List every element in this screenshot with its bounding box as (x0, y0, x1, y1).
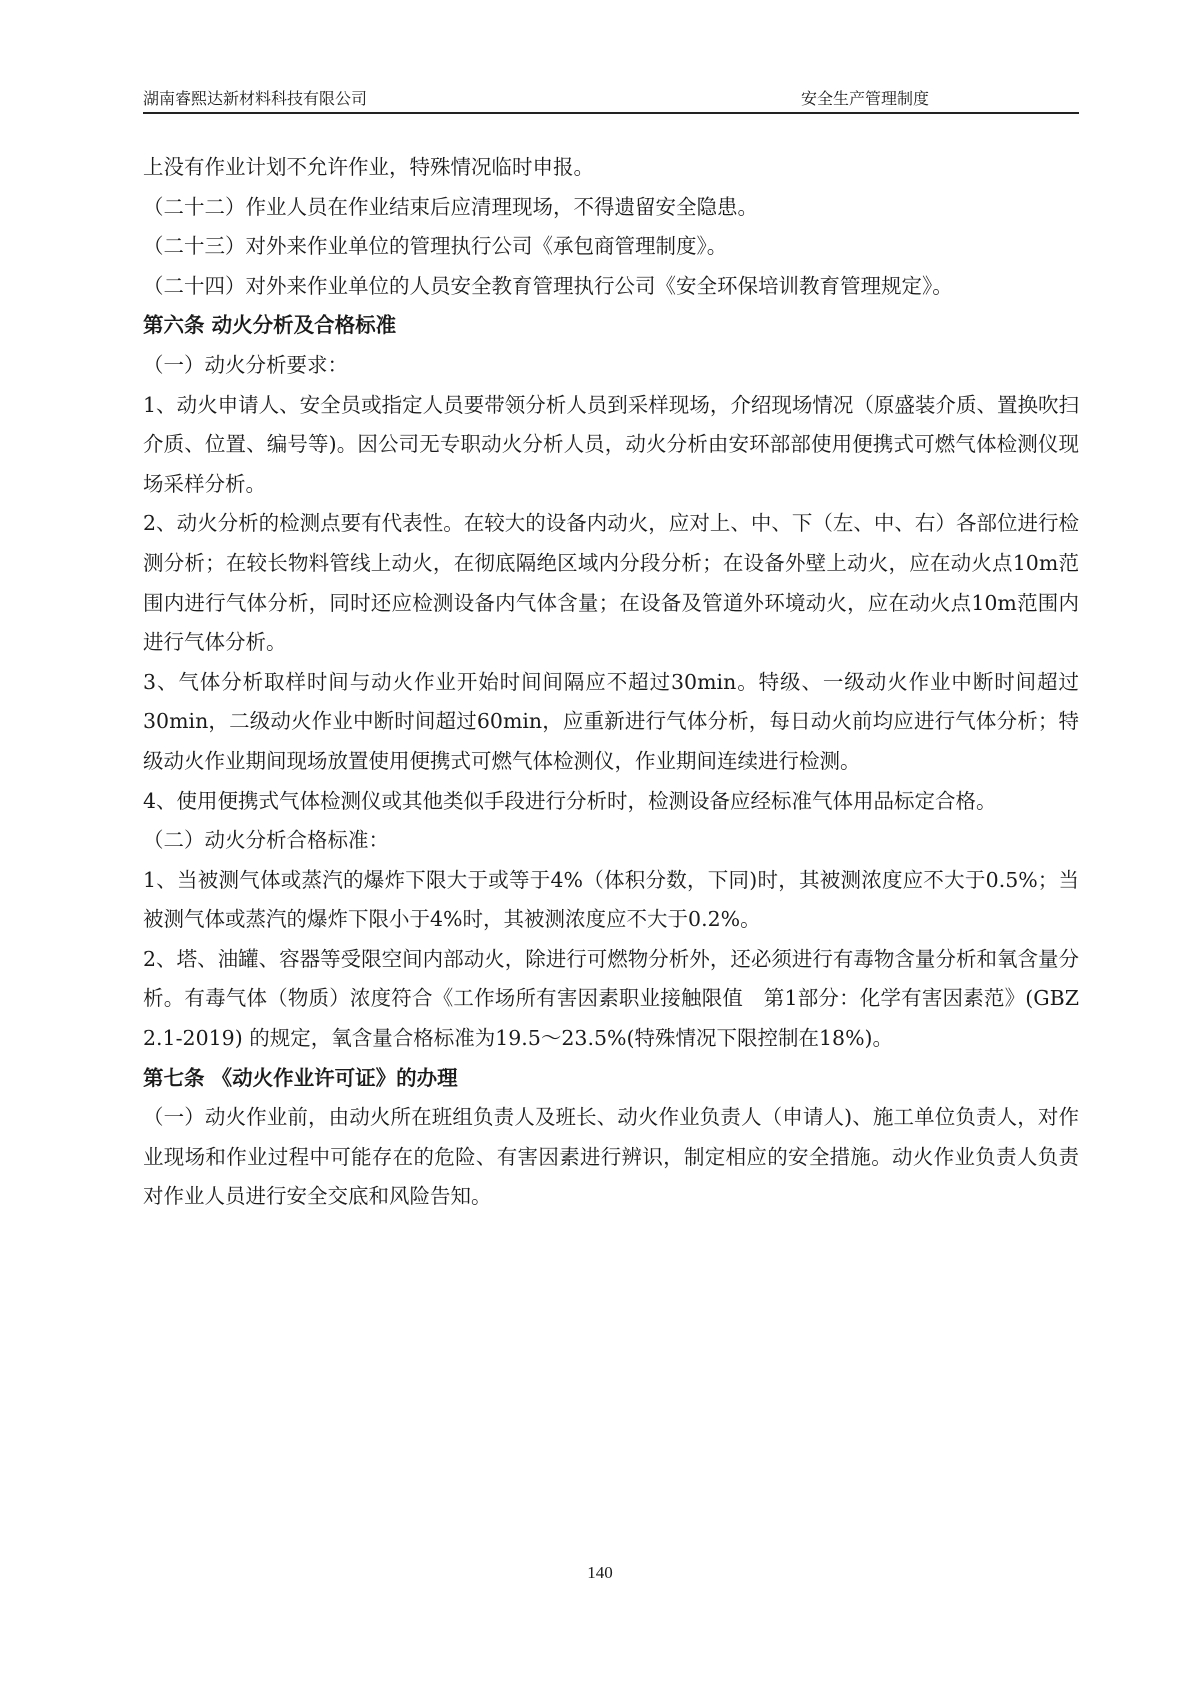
paragraph: （二十四）对外来作业单位的人员安全教育管理执行公司《安全环保培训教育管理规定》。 (143, 273, 953, 298)
section-heading: 第六条 动火分析及合格标准 (143, 313, 397, 338)
page-number: 140 (587, 1563, 613, 1582)
paragraph: （一）动火作业前，由动火所在班组负责人及班长、动火作业负责人（申请人)、施工单位负责人，对作业现场和作业过程中可能存在的危险、有害因素进行辨识，制定相应的安全措施。动火作业负责人负责对作业人员进行安全交底和风险告知。 (143, 1105, 1079, 1209)
paragraph: （二十二）作业人员在作业结束后应清理现场，不得遗留安全隐患。 (143, 194, 758, 219)
paragraph: 2、动火分析的检测点要有代表性。在较大的设备内动火，应对上、中、下（左、中、右）各部位进行检测分析；在较长物料管线上动火，在彻底隔绝区域内分段分析；在设备外壁上动火，应在动火点10m范围内进行气体分析，同时还应检测设备内气体含量；在设备及管道外环境动火，应在动火点10m范围内进行气体分析。 (143, 511, 1079, 655)
company-name: 湖南睿熙达新材料科技有限公司 (143, 89, 368, 108)
paragraph: 2、塔、油罐、容器等受限空间内部动火，除进行可燃物分析外，还必须进行有毒物含量分析和氧含量分析。有毒气体（物质）浓度符合《工作场所有害因素职业接触限值 第1部分：化学有害因素范》(GBZ 2.1-2019) 的规定，氧含量合格标准为19.5～23.5%(特殊情况下限控制在18%)。 (143, 946, 1079, 1051)
paragraph: 3、气体分析取样时间与动火作业开始时间间隔应不超过30min。特级、一级动火作业中断时间超过30min，二级动火作业中断时间超过60min，应重新进行气体分析，每日动火前均应进行气体分析；特级动火作业期间现场放置使用便携式可燃气体检测仪，作业期间连续进行检测。 (143, 669, 1079, 773)
section-heading: 第七条 《动火作业许可证》的办理 (143, 1065, 458, 1090)
paragraph: （二十三）对外来作业单位的管理执行公司《承包商管理制度》。 (143, 234, 728, 259)
document-body (143, 148, 1079, 1217)
document-title: 安全生产管理制度 (801, 89, 930, 108)
page-header (143, 82, 1079, 114)
paragraph: （一）动火分析要求： (143, 352, 348, 377)
paragraph: 上没有作业计划不允许作业，特殊情况临时申报。 (143, 155, 594, 179)
paragraph: 4、使用便携式气体检测仪或其他类似手段进行分析时，检测设备应经标准气体用品标定合格。 (143, 788, 997, 813)
paragraph: （二）动火分析合格标准： (143, 828, 389, 853)
paragraph: 1、动火申请人、安全员或指定人员要带领分析人员到采样现场，介绍现场情况（原盛装介质、置换吹扫介质、位置、编号等)。因公司无专职动火分析人员，动火分析由安环部部使用便携式可燃气体检测仪现场采样分析。 (143, 392, 1079, 496)
paragraph: 1、当被测气体或蒸汽的爆炸下限大于或等于4%（体积分数，下同)时，其被测浓度应不大于0.5%；当被测气体或蒸汽的爆炸下限小于4%时，其被测浓度应不大于0.2%。 (143, 867, 1079, 932)
